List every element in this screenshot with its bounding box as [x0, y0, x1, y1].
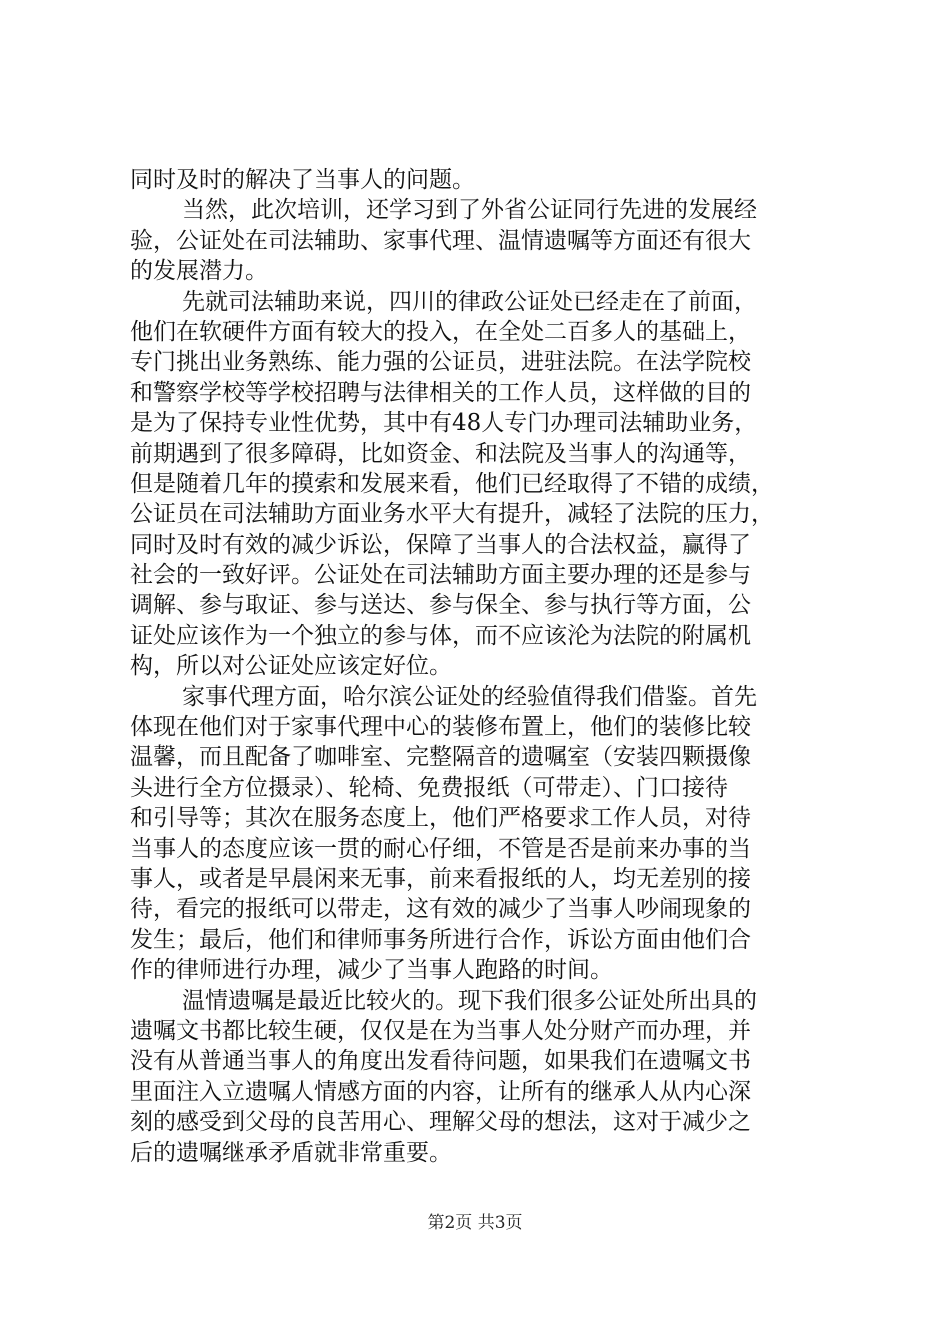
text-line: 同时及时的解决了当事人的问题。 [130, 167, 475, 193]
document-body [130, 165, 830, 1168]
text-line: 事人，或者是早晨闲来无事，前来看报纸的人，均无差别的接 [130, 865, 751, 892]
paragraph [130, 165, 830, 195]
page-number-footer: 第2页 共3页 [427, 1213, 523, 1233]
text-line: 家事代理方面，哈尔滨公证处的经验值得我们借鉴。首先 [182, 683, 757, 710]
text-line: 前期遇到了很多障碍，比如资金、和法院及当事人的沟通等， [130, 440, 751, 467]
text-line: 先就司法辅助来说，四川的律政公证处已经走在了前面， [182, 288, 757, 315]
paragraph [130, 287, 830, 682]
text-line: 证处应该作为一个独立的参与体，而不应该沦为法院的附属机 [130, 622, 751, 649]
text-line: 同时及时有效的减少诉讼，保障了当事人的合法权益，赢得了 [130, 531, 751, 558]
text-line: 温馨，而且配备了咖啡室、完整隔音的遗嘱室（安装四颗摄像 [130, 744, 751, 771]
text-line: 发生；最后，他们和律师事务所进行合作，诉讼方面由他们合 [130, 926, 751, 953]
paragraph [130, 986, 830, 1168]
text-line: 调解、参与取证、参与送达、参与保全、参与执行等方面，公 [130, 592, 751, 619]
text-line: 体现在他们对于家事代理中心的装修布置上，他们的装修比较 [130, 714, 751, 741]
text-line: 里面注入立遗嘱人情感方面的内容，让所有的继承人从内心深 [130, 1078, 751, 1105]
text-line: 构，所以对公证处应该定好位。 [130, 653, 452, 680]
paragraph [130, 195, 830, 286]
text-line: 没有从普通当事人的角度出发看待问题，如果我们在遗嘱文书 [130, 1048, 751, 1075]
text-line: 但是随着几年的摸索和发展来看，他们已经取得了不错的成绩， [130, 470, 774, 497]
text-line: 和警察学校等学校招聘与法律相关的工作人员，这样做的目的 [130, 379, 751, 406]
text-line: 是为了保持专业性优势，其中有48人专门办理司法辅助业务， [130, 410, 758, 437]
text-line: 的发展潜力。 [130, 258, 268, 285]
text-line: 后的遗嘱继承矛盾就非常重要。 [130, 1139, 452, 1166]
text-line: 和引导等；其次在服务态度上，他们严格要求工作人员，对待 [130, 805, 751, 832]
text-line: 遗嘱文书都比较生硬，仅仅是在为当事人处分财产而办理，并 [130, 1017, 751, 1044]
text-line: 作的律师进行办理，减少了当事人跑路的时间。 [130, 957, 613, 984]
text-line: 温情遗嘱是最近比较火的。现下我们很多公证处所出具的 [182, 987, 757, 1014]
text-line: 头进行全方位摄录）、轮椅、免费报纸（可带走）、门口接待 [130, 774, 728, 801]
text-line: 刻的感受到父母的良苦用心、理解父母的想法，这对于减少之 [130, 1109, 751, 1136]
text-line: 公证员在司法辅助方面业务水平大有提升，减轻了法院的压力， [130, 501, 774, 528]
paragraph [130, 682, 830, 986]
text-line: 当事人的态度应该一贯的耐心仔细，不管是否是前来办事的当 [130, 835, 751, 862]
text-line: 社会的一致好评。公证处在司法辅助方面主要办理的还是参与 [130, 562, 751, 589]
text-line: 当然，此次培训，还学习到了外省公证同行先进的发展经 [182, 197, 757, 224]
text-line: 他们在软硬件方面有较大的投入，在全处二百多人的基础上， [130, 318, 751, 345]
text-line: 验，公证处在司法辅助、家事代理、温情遗嘱等方面还有很大 [130, 227, 751, 254]
text-line: 专门挑出业务熟练、能力强的公证员，进驻法院。在法学院校 [130, 349, 751, 376]
text-line: 待，看完的报纸可以带走，这有效的减少了当事人吵闹现象的 [130, 896, 751, 923]
